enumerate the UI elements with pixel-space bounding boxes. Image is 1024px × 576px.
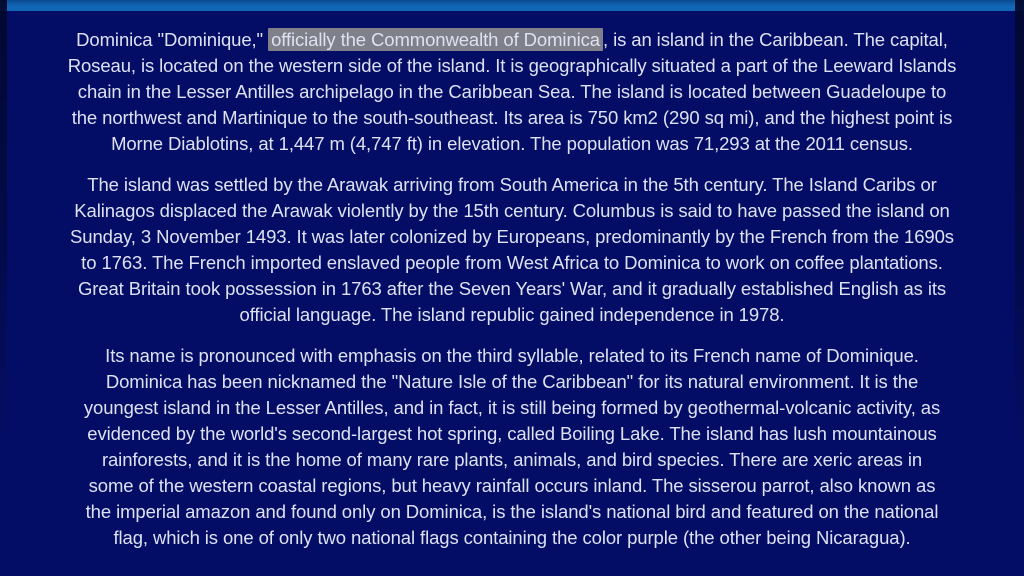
paragraph-2 (0, 172, 1024, 328)
text-line: to 1763. The French imported enslaved people from West Africa to Dominica to work on coffee plantations. (81, 252, 943, 273)
text-line: Morne Diablotins, at 1,447 m (4,747 ft) in elevation. The population was 71,293 at the 2011 census. (111, 133, 913, 154)
text-line (0, 27, 1024, 53)
paragraph-3 (0, 343, 1024, 551)
text-line: The island was settled by the Arawak arriving from South America in the 5th century. The Island Caribs or (87, 174, 937, 195)
text-line: Sunday, 3 November 1493. It was later colonized by Europeans, predominantly by the French from the 1690s (70, 226, 954, 247)
text-line: some of the western coastal regions, but heavy rainfall occurs inland. The sisserou parrot, also known as (88, 475, 936, 496)
text-line: youngest island in the Lesser Antilles, and in fact, it is still being formed by geothermal-volcanic activity, as (83, 397, 941, 418)
highlighted-text: officially the Commonwealth of Dominica (268, 28, 603, 51)
text-segment: , is an island in the Caribbean. The capital, (602, 29, 948, 50)
text-line: Its name is pronounced with emphasis on the third syllable, related to its French name of Dominique. (105, 345, 919, 366)
text-line: rainforests, and it is the home of many rare plants, animals, and bird species. There are xeric areas in (101, 449, 923, 470)
text-line: Dominica has been nicknamed the "Nature Isle of the Caribbean" for its natural environment. It is the (105, 371, 919, 392)
text-line: Great Britain took possession in 1763 after the Seven Years' War, and it gradually established English as its (77, 278, 947, 299)
text-line: the imperial amazon and found only on Dominica, is the island's national bird and featured on the national (85, 501, 939, 522)
text-line: official language. The island republic gained independence in 1978. (239, 304, 785, 325)
text-line: chain in the Lesser Antilles archipelago in the Caribbean Sea. The island is located between Guadeloupe to (77, 81, 947, 102)
text-line: the northwest and Martinique to the south-southeast. Its area is 750 km2 (290 sq mi), and the highest point is (71, 107, 953, 128)
text-line: Roseau, is located on the western side of the island. It is geographically situated a part of the Leeward Islands (67, 55, 957, 76)
text-line: Kalinagos displaced the Arawak violently by the 15th century. Columbus is said to have passed the island on (74, 200, 950, 221)
paragraph-1 (0, 27, 1024, 157)
text-segment: Dominica "Dominique," (76, 29, 269, 50)
text-line: evidenced by the world's second-largest hot spring, called Boiling Lake. The island has lush mountainous (87, 423, 937, 444)
text-line: flag, which is one of only two national flags containing the color purple (the other being Nicaragua). (113, 527, 911, 548)
